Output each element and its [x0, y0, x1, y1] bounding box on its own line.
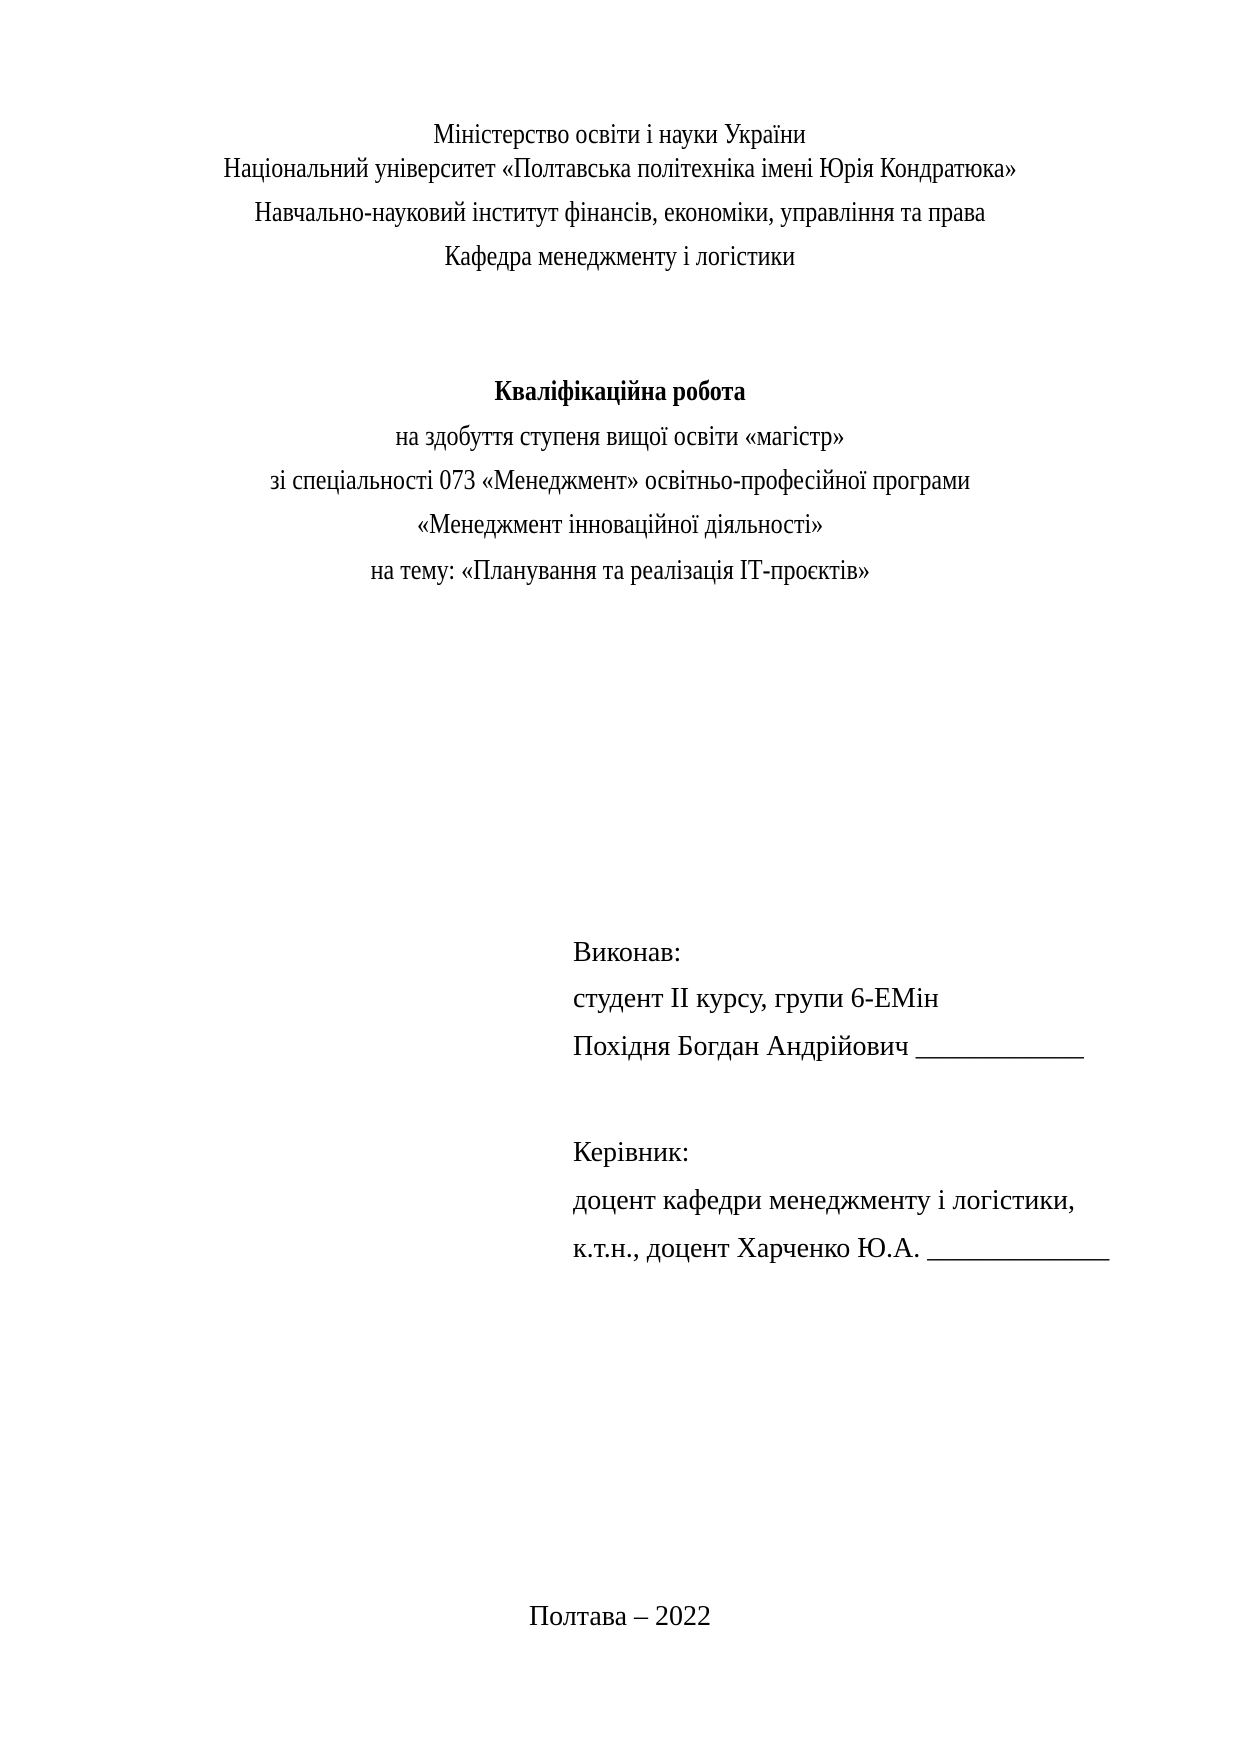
supervisor-name: к.т.н., доцент Харченко Ю.А. _____________ — [573, 1233, 1110, 1264]
university-line: Національний університет «Полтавська політехніка імені Юрія Кондратюка» — [223, 153, 1017, 184]
performer-position: студент ІІ курсу, групи 6-ЕМін — [573, 983, 939, 1014]
performer-label: Виконав: — [573, 937, 682, 968]
degree-line: на здобуття ступеня вищої освіти «магістр» — [395, 421, 845, 452]
department-line: Кафедра менеджменту і логістики — [444, 241, 796, 272]
city-year: Полтава – 2022 — [528, 1601, 712, 1632]
program-line: «Менеджмент інноваційної діяльності» — [416, 509, 824, 540]
supervisor-label: Керівник: — [573, 1137, 690, 1168]
topic-line: на тему: «Планування та реалізація ІТ-проєктів» — [370, 555, 870, 586]
ministry-line: Міністерство освіти і науки України — [433, 119, 807, 150]
supervisor-position: доцент кафедри менеджменту і логістики, — [573, 1185, 1075, 1216]
work-title: Кваліфікаційна робота — [494, 376, 746, 407]
specialty-line: зі спеціальності 073 «Менеджмент» освітньо-професійної програми — [269, 465, 971, 496]
institute-line: Навчально-науковий інститут фінансів, економіки, управління та права — [254, 197, 986, 228]
performer-name: Похідня Богдан Андрійович ____________ — [573, 1031, 1084, 1062]
